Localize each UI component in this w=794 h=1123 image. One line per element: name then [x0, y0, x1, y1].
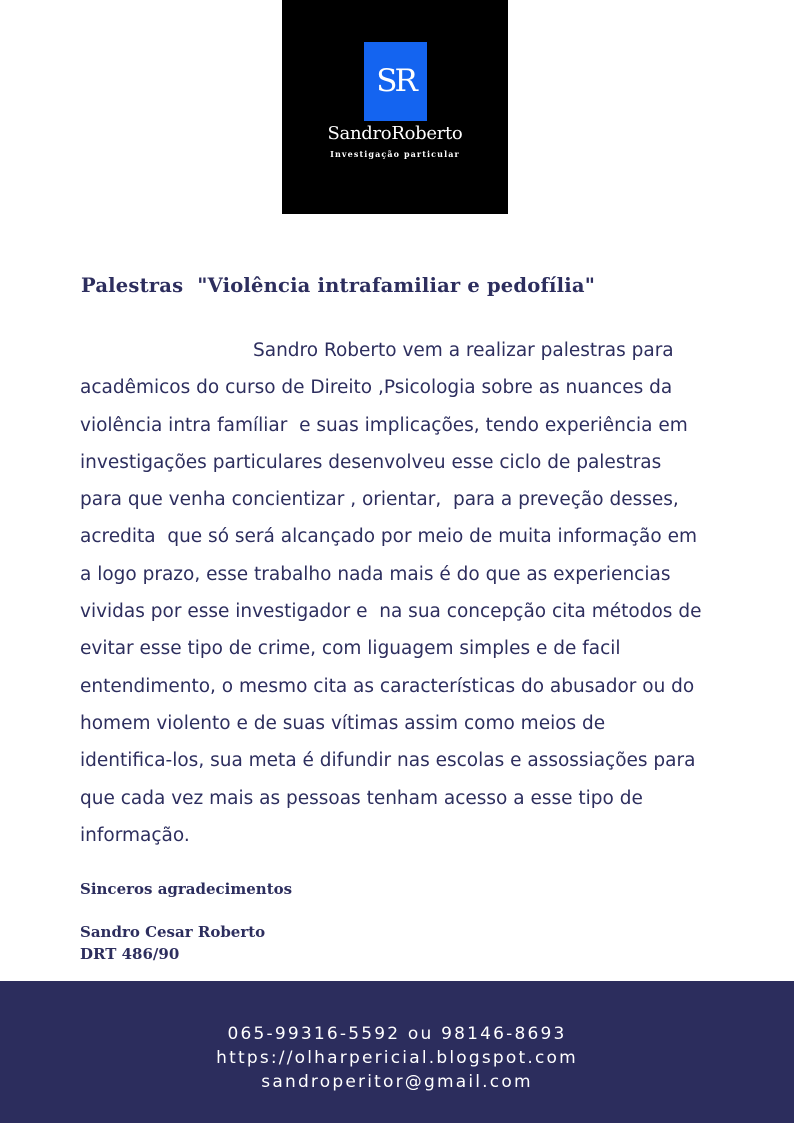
company-logo	[282, 0, 508, 214]
document-body: Sandro Roberto vem a realizar palestras para acadêmicos do curso de Direito ,Psicologia sobre as nuances da violência intra famíliar e suas implicações, tendo experiência em investigações particulares desenvolveu esse ciclo de palestras para que venha concientizar , orientar, para a preveção desses, acredita que só será alcançado por meio de muita informação em a logo prazo, esse trabalho nada mais é do que as experiencias vividas por esse investigador e na sua concepção cita métodos de evitar esse tipo de crime, com liguagem simples e de facil entendimento, o mesmo cita as características do abusador ou do homem violento e de suas vítimas assim como meios de identifica-los, sua meta é difundir nas escolas e assossiações para que cada vez mais as pessoas tenham acesso a esse tipo de informação.	[80, 340, 708, 846]
signature-name: Sandro Cesar Roberto	[80, 923, 266, 941]
logo-subtitle: Investigação particular	[330, 149, 460, 159]
document-title: Palestras "Violência intrafamiliar e pedofília"	[81, 274, 596, 297]
footer-email: sandroperitor@gmail.com	[261, 1072, 533, 1092]
logo-name: SandroRoberto	[327, 123, 463, 144]
signature-registration: DRT 486/90	[80, 945, 180, 963]
contact-footer	[0, 981, 794, 1123]
logo-monogram: SR	[364, 42, 427, 121]
closing-text: Sinceros agradecimentos	[80, 880, 293, 898]
footer-website: https://olharpericial.blogspot.com	[216, 1048, 578, 1068]
footer-phones: 065-99316-5592 ou 98146-8693	[227, 1024, 567, 1044]
